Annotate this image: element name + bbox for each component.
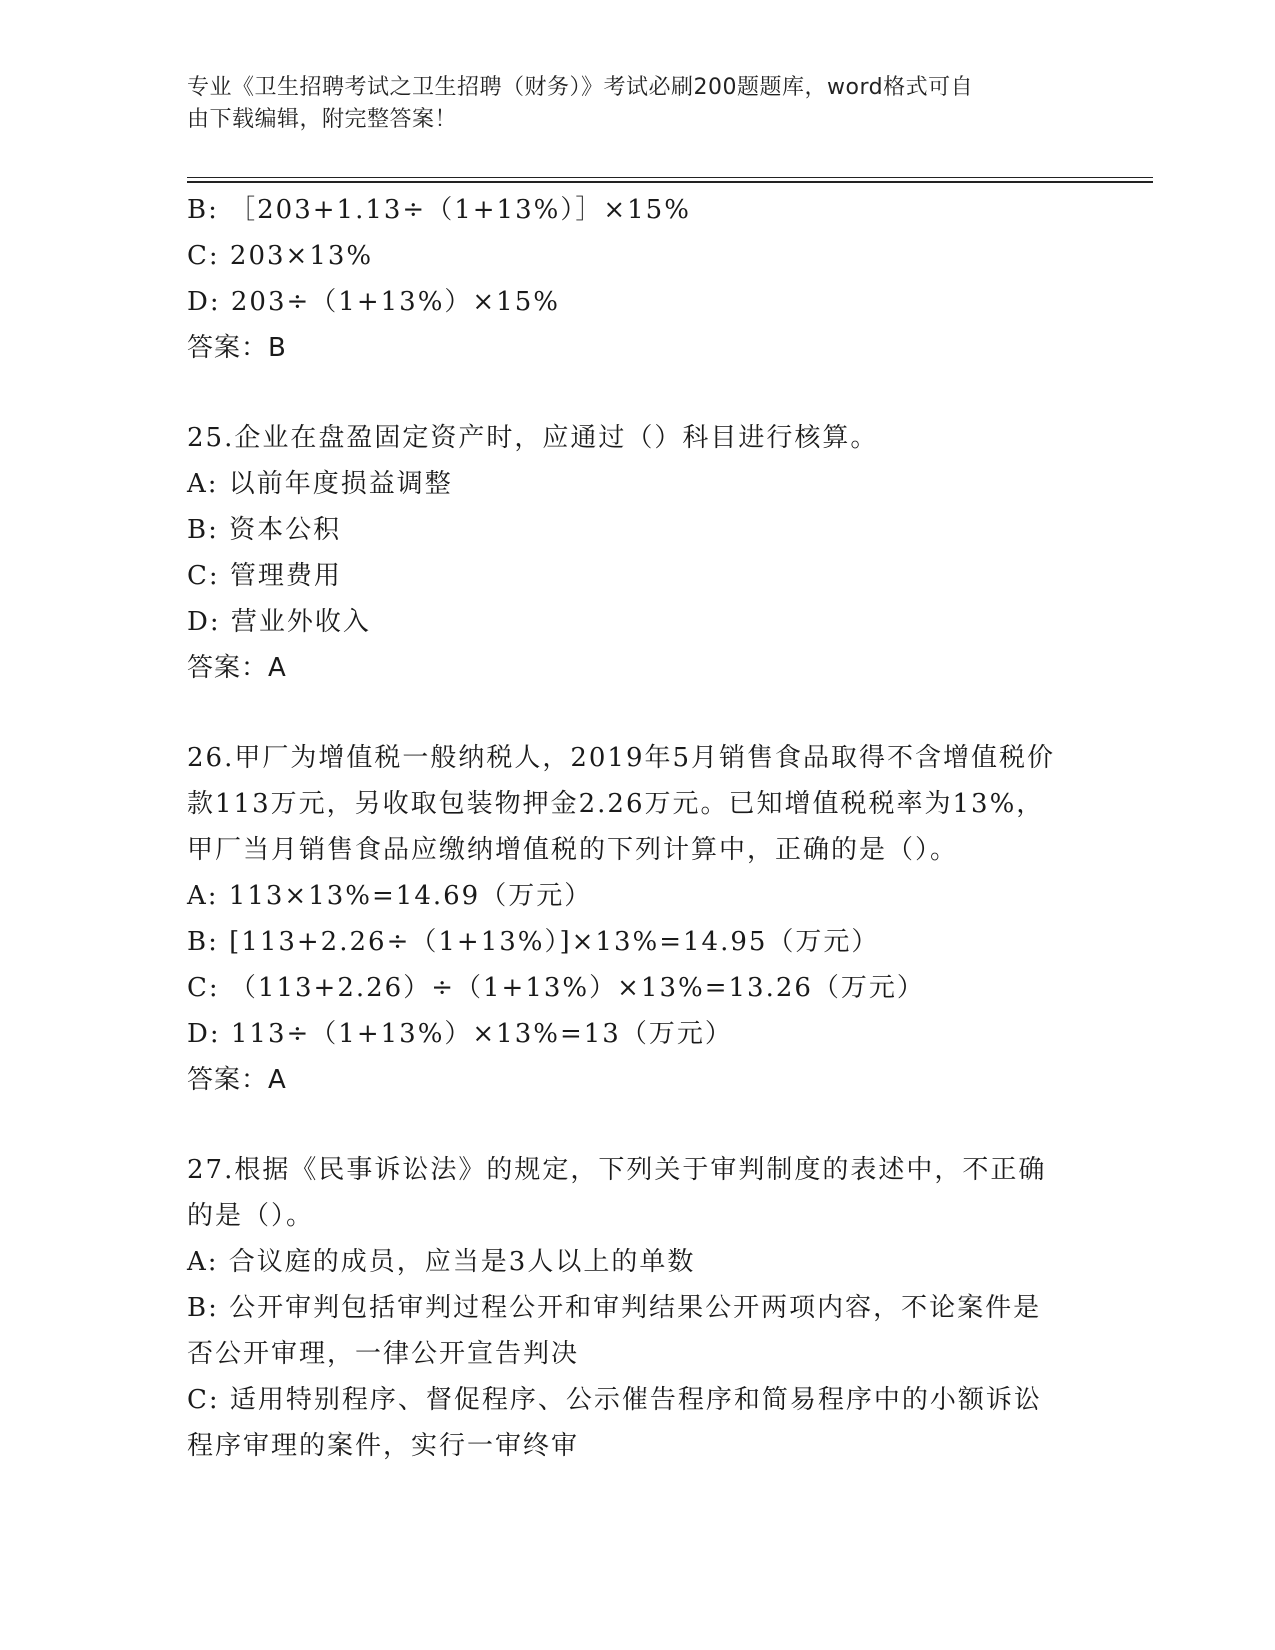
spacer (187, 691, 1087, 735)
spacer (187, 371, 1087, 415)
question-content (187, 187, 1087, 1469)
option-b: B: [113+2.26÷（1+13%）]×13%=14.95（万元） (187, 927, 880, 957)
question-stem-line-3: 甲厂当月销售食品应缴纳增值税的下列计算中，正确的是（）。 (187, 835, 959, 865)
question-stem-line-2: 款113万元，另收取包装物押金2.26万元。已知增值税税率为13%， (187, 789, 1045, 819)
option-d: D: 203÷（1+13%）×15% (187, 287, 560, 317)
header-line-1: 专业《卫生招聘考试之卫生招聘（财务）》考试必刷200题题库，word格式可自 (187, 75, 974, 100)
option-c-line-2: 程序审理的案件，实行一审终审 (187, 1431, 580, 1461)
option-a: A: 以前年度损益调整 (187, 469, 453, 499)
document-header (187, 72, 1067, 136)
question-25 (187, 415, 1087, 691)
answer-line: 答案：A (187, 1065, 287, 1095)
option-c-line-1: C: 适用特别程序、督促程序、公示催告程序和简易程序中的小额诉讼 (187, 1385, 1042, 1415)
option-b: B: 资本公积 (187, 515, 342, 545)
option-b-line-2: 否公开审理，一律公开宣告判决 (187, 1339, 580, 1369)
answer-line: 答案：B (187, 333, 287, 363)
question-27 (187, 1147, 1087, 1469)
header-rule-thick (187, 181, 1153, 183)
question-stem-line-1: 26.甲厂为增值税一般纳税人，2019年5月销售食品取得不含增值税价 (187, 743, 1056, 773)
option-c: C: （113+2.26）÷（1+13%）×13%=13.26（万元） (187, 973, 925, 1003)
question-26 (187, 735, 1087, 1103)
question-stem-line-2: 的是（）。 (187, 1201, 315, 1231)
question-24-continuation (187, 187, 1087, 371)
option-c: C: 管理费用 (187, 561, 342, 591)
answer-line: 答案：A (187, 653, 287, 683)
option-c: C: 203×13% (187, 241, 374, 271)
header-rule-thin (187, 177, 1153, 178)
option-b: B: ［203+1.13÷（1+13%）］×15% (187, 195, 691, 225)
question-stem: 25.企业在盘盈固定资产时，应通过（）科目进行核算。 (187, 423, 879, 453)
spacer (187, 1103, 1087, 1147)
option-d: D: 营业外收入 (187, 607, 371, 637)
option-a: A: 113×13%=14.69（万元） (187, 881, 593, 911)
option-b-line-1: B: 公开审判包括审判过程公开和审判结果公开两项内容，不论案件是 (187, 1293, 1042, 1323)
question-stem-line-1: 27.根据《民事诉讼法》的规定，下列关于审判制度的表述中，不正确 (187, 1155, 1047, 1185)
option-a: A: 合议庭的成员，应当是3人以上的单数 (187, 1247, 696, 1277)
option-d: D: 113÷（1+13%）×13%=13（万元） (187, 1019, 733, 1049)
header-line-2: 由下载编辑，附完整答案！ (187, 107, 458, 132)
